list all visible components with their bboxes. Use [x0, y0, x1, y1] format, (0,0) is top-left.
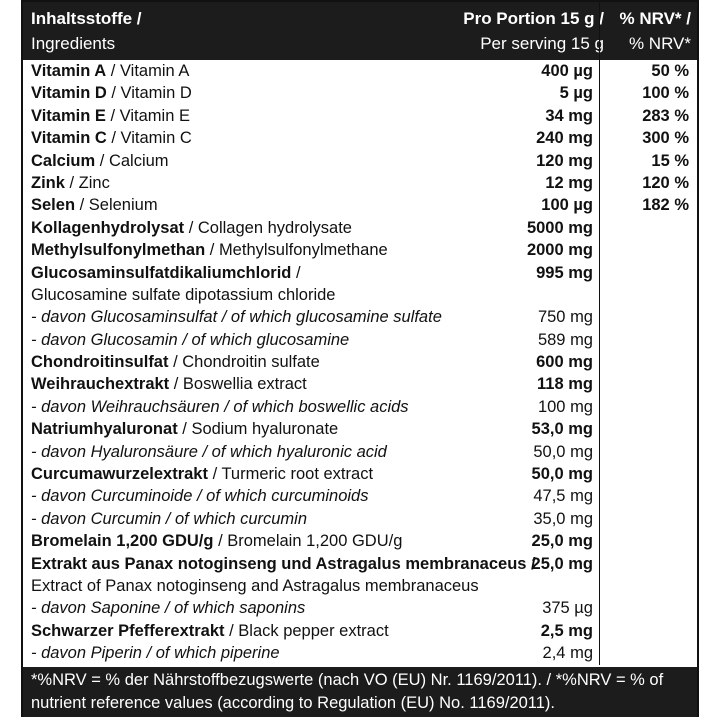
- nrv-value: 15 %: [651, 151, 689, 170]
- amount-value: 589 mg: [537, 330, 593, 349]
- ingredient-name: [31, 217, 352, 239]
- ingredient-name-en: /: [291, 263, 301, 282]
- ingredient-name-de: Natriumhyaluronat: [31, 420, 178, 439]
- amount-value: 12 mg: [545, 173, 593, 192]
- nutrition-table: [21, 0, 699, 717]
- ingredient-name: [31, 642, 280, 664]
- ingredient-name: [31, 194, 158, 216]
- ingredient-name: [31, 329, 349, 351]
- amount-value: 995 mg: [536, 263, 593, 282]
- footer-line-1: *%NRV = % der Nährstoffbezugswerte (nach VO (EU) Nr. 1169/2011). / *%NRV = % of: [31, 671, 664, 689]
- sub-ingredient-label: - davon Glucosaminsulfat / of which glucosamine sulfate: [31, 308, 442, 327]
- header-serving-en: Per serving 15 g: [480, 34, 604, 53]
- ingredient-name: [31, 150, 169, 172]
- nrv-value: 300 %: [642, 129, 689, 148]
- ingredient-row: [23, 105, 697, 127]
- ingredient-name: [31, 418, 338, 440]
- ingredient-name-en: / Collagen hydrolysate: [184, 218, 352, 237]
- amount-value: 5 µg: [559, 84, 593, 103]
- sub-ingredient-row: [23, 306, 697, 328]
- ingredient-name-en: / Vitamin E: [105, 106, 190, 125]
- ingredient-row: [23, 351, 697, 373]
- ingredient-name-de: Chondroitinsulfat: [31, 353, 169, 372]
- sub-ingredient-row: [23, 508, 697, 530]
- ingredient-name-de: Glucosaminsulfatdikaliumchlorid: [31, 263, 292, 282]
- ingredient-name-de: Calcium: [31, 151, 96, 170]
- ingredient-row: [23, 620, 697, 642]
- ingredient-name-en: / Vitamin D: [106, 84, 192, 103]
- ingredient-name-de: Vitamin D: [31, 84, 107, 103]
- ingredient-rows: [23, 60, 697, 665]
- amount-value: 120 mg: [536, 151, 593, 170]
- ingredient-row: [23, 463, 697, 485]
- header-ingredients: [31, 6, 142, 56]
- ingredient-name-de: Vitamin A: [31, 62, 107, 80]
- ingredient-row: [23, 127, 697, 149]
- header-serving: [463, 6, 604, 56]
- sub-ingredient-label: - davon Curcuminoide / of which curcuminoids: [31, 487, 369, 506]
- ingredient-name-de: Weihrauchextrakt: [31, 375, 170, 394]
- amount-value: 5000 mg: [526, 218, 593, 237]
- nrv-value: 182 %: [642, 196, 689, 215]
- ingredient-row: [23, 150, 697, 172]
- sub-ingredient-label: - davon Saponine / of which saponins: [31, 599, 306, 618]
- ingredient-name: [31, 553, 536, 575]
- ingredient-name: [31, 239, 388, 261]
- table-footer: [23, 667, 697, 717]
- ingredient-name: [31, 127, 192, 149]
- ingredient-name: [31, 575, 479, 597]
- amount-value: 118 mg: [537, 375, 593, 394]
- header-nrv-de: % NRV* /: [619, 9, 691, 28]
- ingredient-name-de: Schwarzer Pfefferextrakt: [31, 621, 225, 640]
- sub-ingredient-row: [23, 396, 697, 418]
- sub-ingredient-label: - davon Hyaluronsäure / of which hyaluronic acid: [31, 442, 387, 461]
- ingredient-name: [31, 463, 373, 485]
- ingredient-name: [31, 351, 320, 373]
- ingredient-name-de: Kollagenhydrolysat: [31, 218, 185, 237]
- header-ingredients-en: Ingredients: [31, 34, 116, 53]
- ingredient-name-en: / Turmeric root extract: [207, 465, 374, 484]
- ingredient-name-en: Extract of Panax notoginseng and Astragalus membranaceus: [31, 576, 479, 595]
- amount-value: 750 mg: [537, 308, 593, 327]
- ingredient-name-de: Vitamin C: [31, 129, 107, 148]
- ingredient-name-en: / Black pepper extract: [224, 621, 389, 640]
- ingredient-name-de: Zink: [31, 173, 65, 192]
- amount-value: 2000 mg: [526, 241, 593, 260]
- amount-value: 2,4 mg: [542, 644, 593, 663]
- sub-ingredient-label: - davon Curcumin / of which curcumin: [31, 509, 308, 528]
- ingredient-name-de: Extrakt aus Panax notoginseng und Astragalus membranaceus /: [31, 554, 536, 573]
- ingredient-name-en: / Sodium hyaluronate: [177, 420, 339, 439]
- ingredient-row: [23, 217, 697, 239]
- amount-value: 100 µg: [541, 196, 593, 215]
- sub-ingredient-label: - davon Piperin / of which piperine: [31, 644, 280, 663]
- nrv-value: 100 %: [642, 84, 689, 103]
- header-ingredients-de: Inhaltsstoffe /: [31, 9, 142, 28]
- sub-ingredient-row: [23, 485, 697, 507]
- amount-value: 2,5 mg: [540, 621, 593, 640]
- ingredient-name: [31, 441, 387, 463]
- ingredient-name-de: Methylsulfonylmethan: [31, 241, 206, 260]
- ingredient-row: [23, 172, 697, 194]
- amount-value: 50,0 mg: [533, 442, 593, 461]
- ingredient-name: [31, 262, 301, 284]
- ingredient-row: [23, 239, 697, 261]
- ingredient-name-en: / Bromelain 1,200 GDU/g: [213, 532, 403, 551]
- ingredient-row: [23, 530, 697, 552]
- amount-value: 47,5 mg: [533, 487, 593, 506]
- ingredient-name: [31, 373, 307, 395]
- sub-ingredient-row: [23, 642, 697, 664]
- header-nrv-en: % NRV*: [628, 34, 691, 53]
- amount-value: 375 µg: [542, 599, 593, 618]
- ingredient-name: [31, 284, 336, 306]
- amount-value: 100 mg: [537, 397, 593, 416]
- ingredient-name: [31, 105, 190, 127]
- ingredient-name-en: / Chondroitin sulfate: [168, 353, 320, 372]
- ingredient-row: [23, 82, 697, 104]
- nrv-value: 283 %: [642, 106, 689, 125]
- ingredient-row: [23, 553, 697, 575]
- ingredient-name: [31, 60, 189, 82]
- ingredient-name: [31, 172, 110, 194]
- nrv-value: 120 %: [642, 173, 689, 192]
- ingredient-row: [23, 262, 697, 284]
- amount-value: 34 mg: [545, 106, 593, 125]
- header-nrv: [620, 6, 692, 56]
- ingredient-name-en: / Vitamin A: [106, 62, 190, 80]
- sub-ingredient-row: [23, 329, 697, 351]
- ingredient-name-de: Selen: [31, 196, 76, 215]
- nrv-value: 50 %: [651, 62, 689, 80]
- ingredient-row: [23, 60, 697, 82]
- ingredient-row: [23, 194, 697, 216]
- sub-ingredient-label: - davon Glucosamin / of which glucosamine: [31, 330, 350, 349]
- ingredient-name: [31, 620, 389, 642]
- header-serving-de: Pro Portion 15 g /: [463, 9, 604, 28]
- ingredient-name: [31, 82, 192, 104]
- ingredient-name: [31, 485, 369, 507]
- ingredient-name: [31, 396, 409, 418]
- amount-value: 25,0 mg: [531, 532, 593, 551]
- ingredient-name-en: / Boswellia extract: [169, 375, 307, 394]
- amount-value: 35,0 mg: [533, 509, 593, 528]
- ingredient-name-en: Glucosamine sulfate dipotassium chloride: [31, 285, 336, 304]
- amount-value: 50,0 mg: [531, 465, 593, 484]
- ingredient-name-en: / Methylsulfonylmethane: [205, 241, 388, 260]
- ingredient-row: [23, 284, 697, 306]
- sub-ingredient-row: [23, 597, 697, 619]
- ingredient-name-de: Bromelain 1,200 GDU/g: [31, 532, 214, 551]
- table-header: [23, 2, 697, 60]
- ingredient-name-en: / Calcium: [95, 151, 169, 170]
- ingredient-row: [23, 418, 697, 440]
- ingredient-name: [31, 597, 305, 619]
- amount-value: 53,0 mg: [531, 420, 593, 439]
- ingredient-name: [31, 508, 307, 530]
- amount-value: 240 mg: [536, 129, 593, 148]
- ingredient-name-de: Curcumawurzelextrakt: [31, 465, 208, 484]
- ingredient-name-en: / Vitamin C: [106, 129, 192, 148]
- amount-value: 25,0 mg: [531, 554, 593, 573]
- ingredient-name: [31, 530, 402, 552]
- ingredient-name-en: / Zinc: [64, 173, 110, 192]
- ingredient-row: [23, 575, 697, 597]
- sub-ingredient-label: - davon Weihrauchsäuren / of which boswellic acids: [31, 397, 409, 416]
- ingredient-row: [23, 373, 697, 395]
- ingredient-name: [31, 306, 442, 328]
- amount-value: 600 mg: [536, 353, 593, 372]
- sub-ingredient-row: [23, 441, 697, 463]
- footer-line-2: nutrient reference values (according to Regulation (EU) No. 1169/2011).: [31, 694, 556, 712]
- ingredient-name-en: / Selenium: [75, 196, 158, 215]
- amount-value: 400 µg: [541, 62, 593, 80]
- ingredient-name-de: Vitamin E: [31, 106, 106, 125]
